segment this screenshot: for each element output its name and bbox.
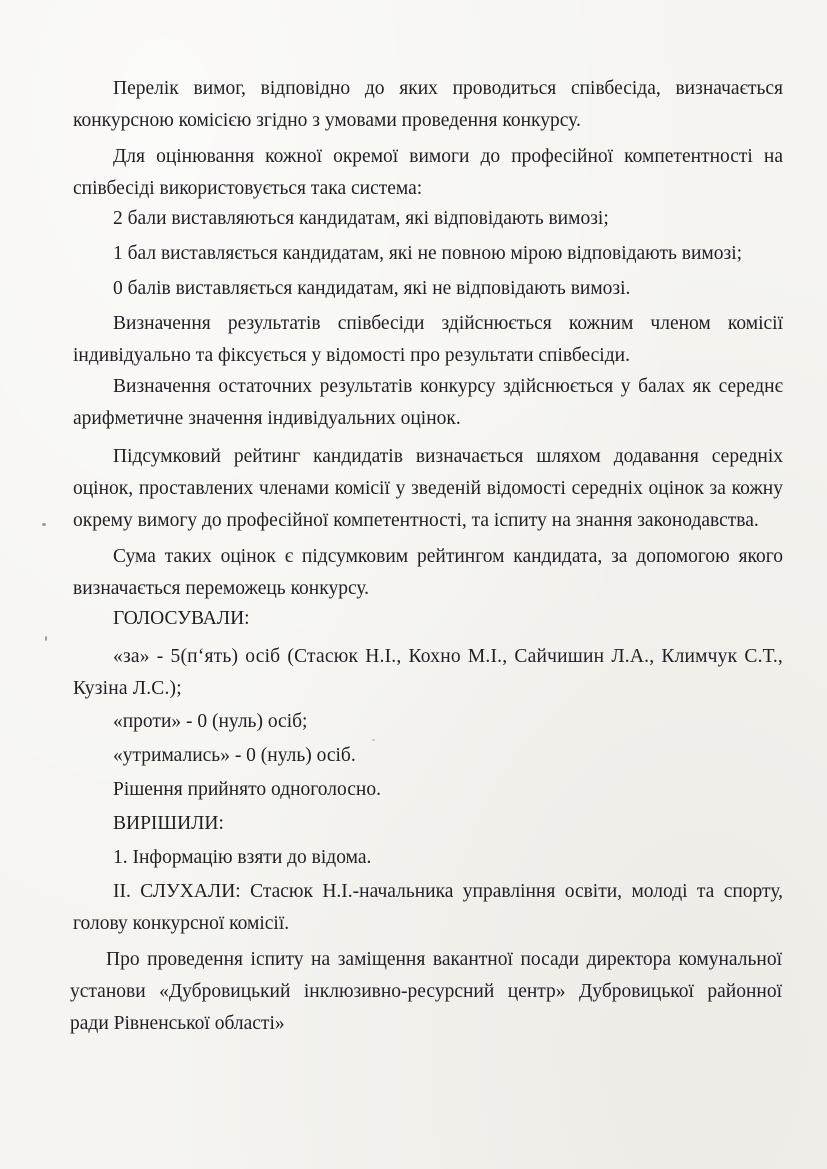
scan-speck — [42, 523, 46, 526]
paragraph-score-0: 0 балів виставляється кандидатам, які не відповідають вимозі. — [113, 278, 631, 299]
heading-voted: ГОЛОСУВАЛИ: — [113, 608, 250, 629]
paragraph-score-2: 2 бали виставляються кандидатам, які відповідають вимозі; — [113, 208, 609, 229]
paragraph-votes-abstained: «утримались» - 0 (нуль) осіб. — [113, 745, 356, 766]
paragraph-votes-for: «за» - 5(п‘ять) осіб (Стасюк Н.І., Кохно М.І., Сайчишин Л.А., Климчук С.Т., Кузіна Л.С.); — [73, 646, 783, 699]
paragraph-decision-item-1: 1. Інформацію взяти до відома. — [113, 847, 372, 868]
heading-decided: ВИРІШИЛИ: — [113, 813, 224, 834]
paragraph-votes-against: «проти» - 0 (нуль) осіб; — [113, 711, 308, 732]
paragraph-sum-of-scores: Сума таких оцінок є підсумковим рейтингом кандидата, за допомогою якого визначається переможець конкурсу. — [73, 546, 783, 599]
paragraph-exam-vacancy: Про проведення іспиту на заміщення вакантної посади директора комунальної установи «Дубровицький інклюзивно-ресурсний центр» Дубровицької районної ради Рівненської області» — [70, 949, 782, 1034]
paragraph-score-1: 1 бал виставляється кандидатам, які не повною мірою відповідають вимозі; — [113, 243, 743, 264]
scan-speck — [372, 739, 375, 741]
paragraph-interview-results: Визначення результатів співбесіди здійснюється кожним членом комісії індивідуально та фіксується у відомості про результати співбесіди. — [73, 313, 783, 366]
paragraph-final-rating: Підсумковий рейтинг кандидатів визначається шляхом додавання середніх оцінок, проставлених членами комісії у зведеній відомості середніх оцінок за кожну окрему вимогу до професійної компетентності, та іспиту на знання законодавства. — [73, 446, 783, 531]
paragraph-final-results: Визначення остаточних результатів конкурсу здійснюється у балах як середнє арифметичне значення індивідуальних оцінок. — [73, 376, 783, 429]
scan-speck — [45, 636, 47, 641]
paragraph-interview-requirements: Перелік вимог, відповідно до яких проводиться співбесіда, визначається конкурсною комісією згідно з умовами проведення конкурсу. — [73, 78, 783, 131]
paragraph-evaluation-system: Для оцінювання кожної окремої вимоги до професійної компетентності на співбесіді використовується така система: — [73, 146, 783, 199]
paragraph-decision-unanimous: Рішення прийнято одноголосно. — [113, 779, 381, 800]
paragraph-heard-section-2: ІІ. СЛУХАЛИ: Стасюк Н.І.-начальника управління освіти, молоді та спорту, голову конкурсної комісії. — [73, 881, 783, 934]
